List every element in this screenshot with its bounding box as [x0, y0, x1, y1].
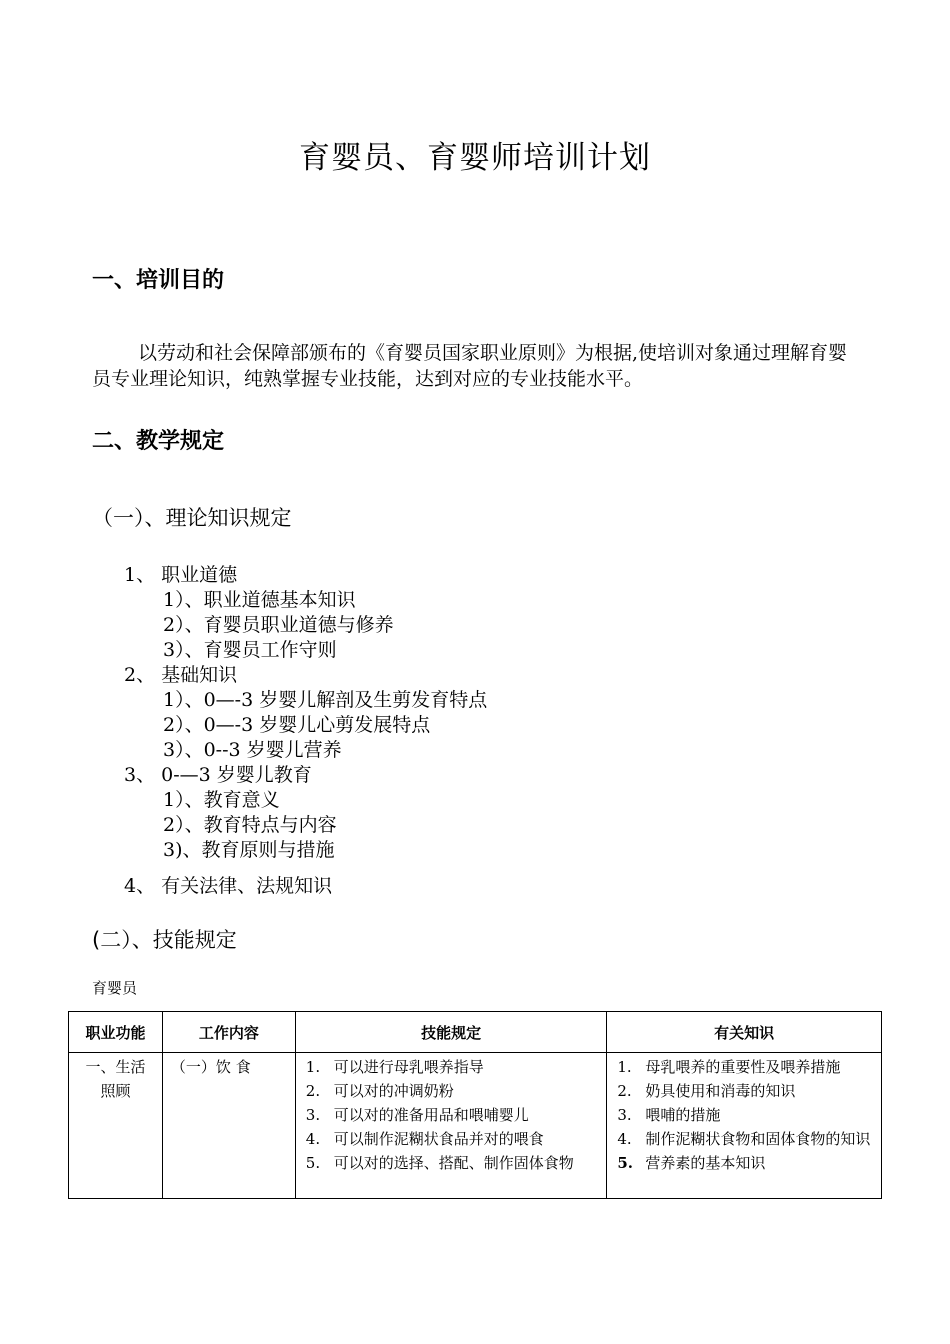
skills-heading: (二）、技能规定: [92, 928, 237, 952]
list-item: 1. 母乳喂养的重要性及喂养措施: [617, 1058, 841, 1076]
cell-function: 一、生活照顾: [69, 1053, 163, 1199]
theory-subitem: 3）、育婴员工作守则: [163, 639, 337, 661]
list-item: 5. 营养素的基本知识: [617, 1154, 766, 1172]
section-heading-teaching-requirements: 二、教学规定: [92, 429, 225, 454]
theory-subitem: 3)、教育原则与措施: [163, 839, 335, 861]
cell-knowledge: [607, 1053, 882, 1199]
theory-item-2: 2、 基础知识: [124, 664, 238, 686]
list-item: 1. 可以进行母乳喂养指导: [305, 1058, 484, 1076]
list-item: 2. 可以对的冲调奶粉: [305, 1082, 454, 1100]
knowledge-list: [607, 1055, 881, 1175]
table-caption: 育婴员: [92, 979, 138, 997]
theory-subitem: 1）、职业道德基本知识: [163, 589, 356, 611]
header-skills: 技能规定: [295, 1012, 607, 1053]
list-item: 3. 喂哺的措施: [617, 1106, 721, 1124]
purpose-paragraph: 以劳动和社会保障部颁布的《育婴员国家职业原则》为根据,使培训对象通过理解育婴员专业理论知识，纯熟掌握专业技能，达到对应的专业技能水平。: [92, 342, 848, 390]
theory-item-1: 1、 职业道德: [124, 564, 238, 586]
theory-subitem: 2）、教育特点与内容: [163, 814, 337, 836]
cell-content: （一）饮 食: [162, 1053, 295, 1199]
list-item: 3. 可以对的准备用品和喂哺婴儿: [305, 1106, 529, 1124]
table-header-row: [69, 1012, 882, 1053]
theory-subitem: 1）、教育意义: [163, 789, 280, 811]
theory-subitem: 2）、0—-3 岁婴儿心剪发展特点: [163, 714, 431, 736]
theory-subitem: 2）、育婴员职业道德与修养: [163, 614, 394, 636]
document-title: 育婴员、育婴师培训计划: [299, 140, 651, 176]
skills-list: [296, 1055, 607, 1175]
header-content: 工作内容: [162, 1012, 295, 1053]
theory-subitem: 1）、0—-3 岁婴儿解剖及生剪发育特点: [163, 689, 488, 711]
table-row: [69, 1053, 882, 1199]
header-knowledge: 有关知识: [607, 1012, 882, 1053]
theory-item-3: 3、 0-—3 岁婴儿教育: [124, 764, 312, 786]
list-item: 4. 可以制作泥糊状食品并对的喂食: [305, 1130, 544, 1148]
list-item: 5. 可以对的选择、搭配、制作固体食物: [305, 1154, 574, 1172]
theory-item-4: 4、 有关法律、法规知识: [124, 875, 333, 897]
list-item: 2. 奶具使用和消毒的知识: [617, 1082, 796, 1100]
theory-subitem: 3）、0--3 岁婴儿营养: [163, 739, 342, 761]
header-function: 职业功能: [69, 1012, 163, 1053]
cell-skills: [295, 1053, 607, 1199]
list-item: 4. 制作泥糊状食物和固体食物的知识: [617, 1130, 871, 1148]
section-heading-training-purpose: 一、培训目的: [92, 268, 225, 293]
skills-table: [68, 1011, 882, 1199]
theory-heading: （一）、理论知识规定: [92, 506, 292, 530]
